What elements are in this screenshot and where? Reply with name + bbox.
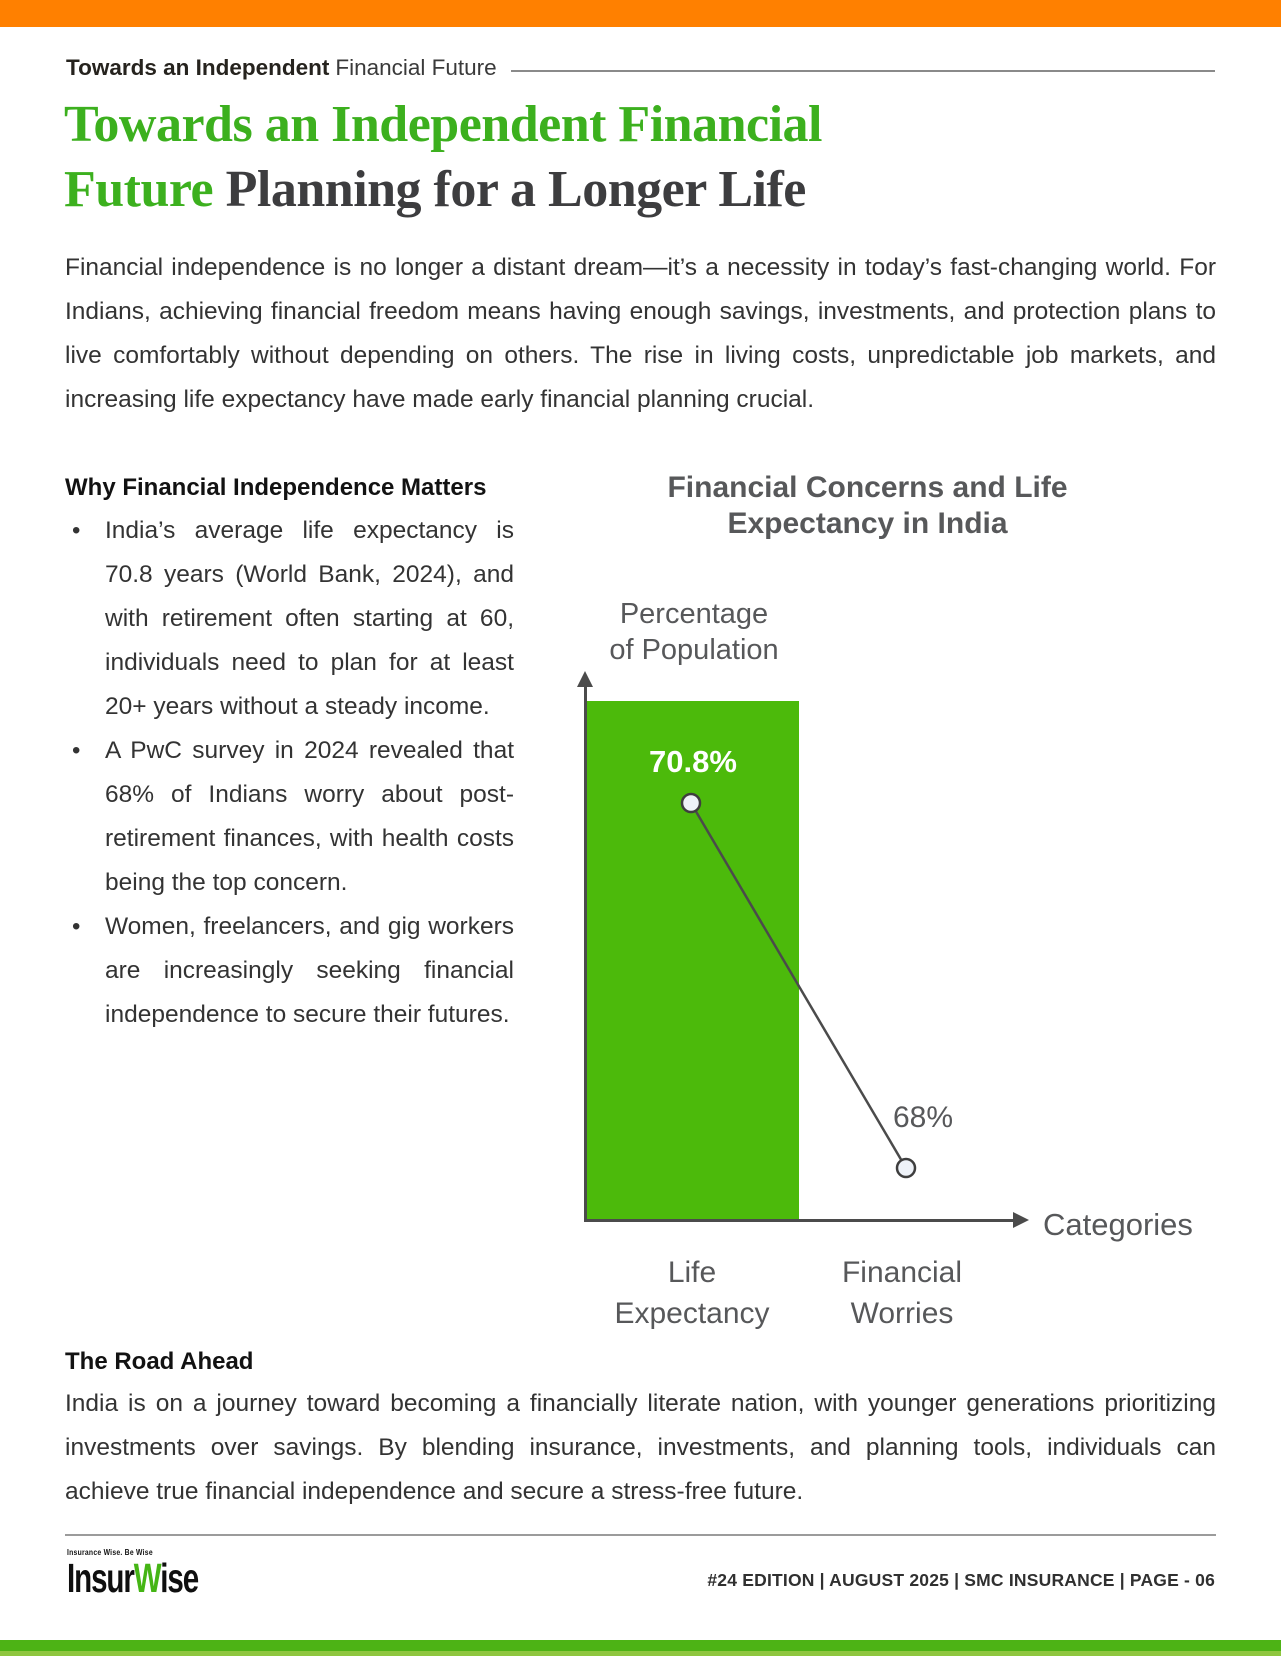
category-label-line: Life	[667, 1256, 717, 1289]
data-point-marker	[682, 794, 700, 812]
y-axis-label-line1: Percentage	[619, 598, 769, 630]
bullet-marker: •	[72, 517, 81, 544]
page-title	[64, 92, 1224, 222]
category-label-line: Financial	[841, 1256, 963, 1289]
eyebrow-rule	[511, 70, 1215, 72]
category-label-line: Worries	[850, 1297, 954, 1330]
eyebrow-bold-text: Towards an Independent	[66, 55, 330, 80]
chart-title	[545, 470, 1190, 542]
y-axis-label-line2: of Population	[609, 634, 779, 666]
bottom-bar-light-green	[0, 1651, 1281, 1656]
section-heading-why: Why Financial Independence Matters	[65, 474, 487, 501]
logo-wordmark	[67, 1557, 198, 1599]
bar-value-label: 70.8%	[649, 744, 737, 779]
eyebrow	[66, 55, 1215, 81]
footer-divider	[65, 1534, 1216, 1536]
intro-paragraph: Financial independence is no longer a distant dream—it’s a necessity in today’s fast-changing world. For Indians, achieving financial freedom means having enough savings, investments, and protection plans to live comfortably without depending on others. The rise in living costs, unpredictable job markets, and increasing life expectancy have made early financial planning crucial.	[65, 254, 1216, 413]
bullet-list	[65, 509, 514, 1037]
data-point-marker	[897, 1159, 915, 1177]
bullet-marker: •	[72, 913, 81, 940]
bullet-item	[65, 905, 514, 1037]
value-label-financial-worries: 68%	[893, 1101, 954, 1134]
y-axis-arrow-icon	[577, 671, 593, 687]
insurwise-logo	[67, 1548, 249, 1599]
bullet-item	[65, 729, 514, 905]
page-title-green-line1: Towards an Independent Financial	[64, 96, 822, 153]
category-label-financial-worries	[751, 1252, 1053, 1334]
logo-tagline: Insurance Wise. Be Wise	[67, 1548, 153, 1557]
bullet-text: India’s average life expectancy is 70.8 years (World Bank, 2024), and with retirement often starting at 60, individuals need to plan for at least 20+ years without a steady income.	[105, 517, 514, 720]
eyebrow-light-text: Financial Future	[335, 55, 497, 80]
bullet-text: A PwC survey in 2024 revealed that 68% of Indians worry about post-retirement finances, with health costs being the top concern.	[105, 737, 514, 896]
page-title-green-line2: Future	[64, 161, 214, 218]
road-ahead-paragraph: India is on a journey toward becoming a financially literate nation, with younger generations prioritizing investments over savings. By blending insurance, investments, and planning tools, individuals can achieve true financial independence and secure a stress-free future.	[65, 1390, 1216, 1505]
footer-meta: #24 EDITION | AUGUST 2025 | SMC INSURANCE | PAGE - 06	[707, 1570, 1215, 1590]
x-axis-title: Categories	[1043, 1207, 1193, 1242]
section-heading-road-ahead: The Road Ahead	[65, 1348, 254, 1375]
bullet-marker: •	[72, 737, 81, 764]
bullet-text: Women, freelancers, and gig workers are increasingly seeking financial independence to secure their futures.	[105, 913, 514, 1028]
logo-part-ise: ise	[160, 1555, 199, 1601]
page-title-dark: Planning for a Longer Life	[213, 161, 806, 218]
logo-part-insur: Insur	[67, 1555, 134, 1601]
trend-line-chart	[584, 686, 1020, 1221]
logo-part-w: W	[133, 1555, 161, 1601]
bullet-item	[65, 509, 514, 729]
chart-title-line2: Expectancy in India	[727, 507, 1008, 540]
bottom-bar-green	[0, 1640, 1281, 1651]
chart-title-line1: Financial Concerns and Life	[667, 471, 1068, 504]
chart-y-axis-label	[545, 596, 843, 668]
category-label-line: Expectancy	[614, 1297, 770, 1330]
top-accent-bar	[0, 0, 1281, 27]
